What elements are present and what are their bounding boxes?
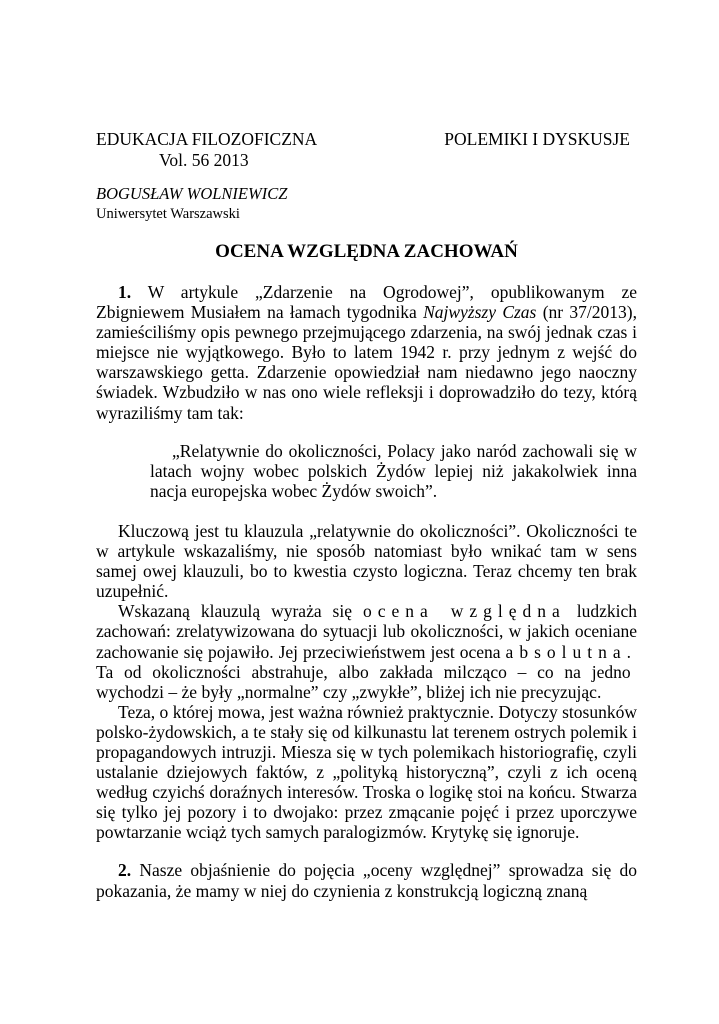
- block-quote: „Relatywnie do okoliczności, Polacy jako naród zachowali się w latach wojny wobec polskich Żydów lepiej niż jakakolwiek inna nacja europejska wobec Żydów swoich”.: [150, 440, 637, 501]
- paragraph-5-text: Nasze objaśnienie do pojęcia „oceny względnej” sprowadza się do pokazania, że mamy w niej do czynienia z konstrukcją logiczną znaną: [96, 860, 637, 901]
- paragraph-3-text-b: ludzkich zachowań: zrelatywizowana do sytuacji lub okoliczności, w jakich oceniane zachowanie się pojawiło. Jej przeciwieństwem jest ocena: [96, 601, 637, 662]
- spaced-term-absolute: absolutna.: [505, 641, 637, 662]
- paragraph-3-text-a: Wskazaną klauzulą wyraża się: [118, 601, 363, 622]
- paragraph-5: [96, 860, 637, 900]
- journal-name: EDUKACJA FILOZOFICZNA: [96, 129, 318, 149]
- author-affiliation: Uniwersytet Warszawski: [96, 206, 240, 222]
- section-label: POLEMIKI I DYSKUSJE: [444, 129, 630, 149]
- article-title: OCENA WZGLĘDNA ZACHOWAŃ: [215, 241, 518, 262]
- section-number-1: 1.: [118, 282, 132, 302]
- journal-header: [96, 129, 317, 171]
- spaced-term-relative: ocena względna: [362, 601, 566, 622]
- article-body: [96, 282, 637, 901]
- paragraph-3: [96, 601, 637, 701]
- paragraph-3-text-c: Ta od okoliczności abstrahuje, albo zakłada milcząco – co na jedno wychodzi – że były „normalne” czy „zwykłe”, bliżej ich nie precyzując.: [96, 661, 631, 702]
- journal-volume: Vol. 56 2013: [159, 150, 249, 170]
- paragraph-1-text-a: W artykule „Zdarzenie na Ogrodowej”, opublikowanym ze Zbigniewem Musiałem na łamach tygodnika: [96, 282, 637, 323]
- journal-title-italic: Najwyższy Czas: [423, 302, 537, 323]
- paragraph-2: Kluczową jest tu klauzula „relatywnie do okoliczności”. Okoliczności te w artykule wskazaliśmy, nie sposób natomiast było wnikać tam w sens samej owej klauzuli, bo to kwestia czysto logiczna. Teraz chcemy ten brak uzupełnić.: [96, 520, 637, 602]
- author-name: BOGUSŁAW WOLNIEWICZ: [96, 184, 288, 203]
- section-number-2: 2.: [118, 860, 132, 881]
- paragraph-1-text-b: (nr 37/2013), zamieściliśmy opis pewnego przejmującego zdarzenia, na swój jednak czas i miejsce nie wyjątkowego. Było to latem 1942 r. przy jednym z wejść do warszawskiego getta. Zdarzenie opowiedział nam niedawno jego naoczny świadek. Wzbudziło w nas ono wiele refleksji i doprowadziło do tezy, którą wyraziliśmy tam tak:: [96, 302, 637, 423]
- paragraph-1: [96, 282, 637, 423]
- paragraph-4: Teza, o której mowa, jest ważna również praktycznie. Dotyczy stosunków polsko-żydowskich, a te stały się od kilkunastu lat terenem ostrych polemik i propagandowych intruzji. Miesza się w tych polemikach historiografię, czyli ustalanie dziejowych faktów, z „polityką historyczną”, czyli z ich oceną według czyichś doraźnych interesów. Troska o logikę stoi na końcu. Stwarza się tylko jej pozory i to dwojako: przez zmącanie pojęć i przez uporczywe powtarzanie wciąż tych samych paralogizmów. Krytykę się ignoruje.: [96, 701, 637, 843]
